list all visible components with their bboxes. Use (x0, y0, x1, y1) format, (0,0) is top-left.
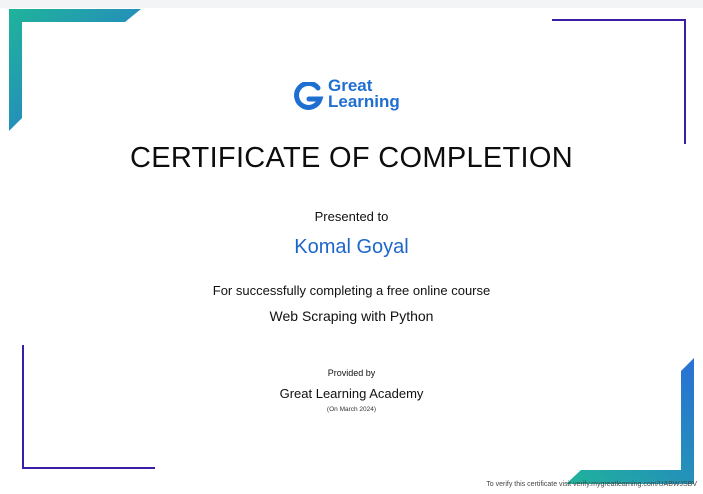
top-right-bracket (552, 20, 685, 144)
provider-name: Great Learning Academy (279, 386, 424, 401)
completion-date: (On March 2024) (326, 406, 377, 413)
certificate-title: CERTIFICATE OF COMPLETION (129, 142, 574, 174)
logo-text (328, 78, 400, 110)
logo-line1: Great (328, 76, 373, 95)
for-label: For successfully completing a free online course (212, 283, 491, 298)
course-name: Web Scraping with Python (269, 308, 434, 324)
verify-link[interactable]: To verify this certificate visit verify.mygreatlearning.com/UABWJSBV (486, 481, 697, 488)
logo-line2: Learning (328, 92, 400, 111)
provided-label: Provided by (327, 368, 376, 378)
presented-label: Presented to (314, 209, 389, 224)
great-learning-logo (294, 78, 424, 118)
logo-g-icon (294, 82, 324, 112)
recipient-name: Komal Goyal (294, 236, 409, 258)
top-left-corner (9, 9, 141, 131)
